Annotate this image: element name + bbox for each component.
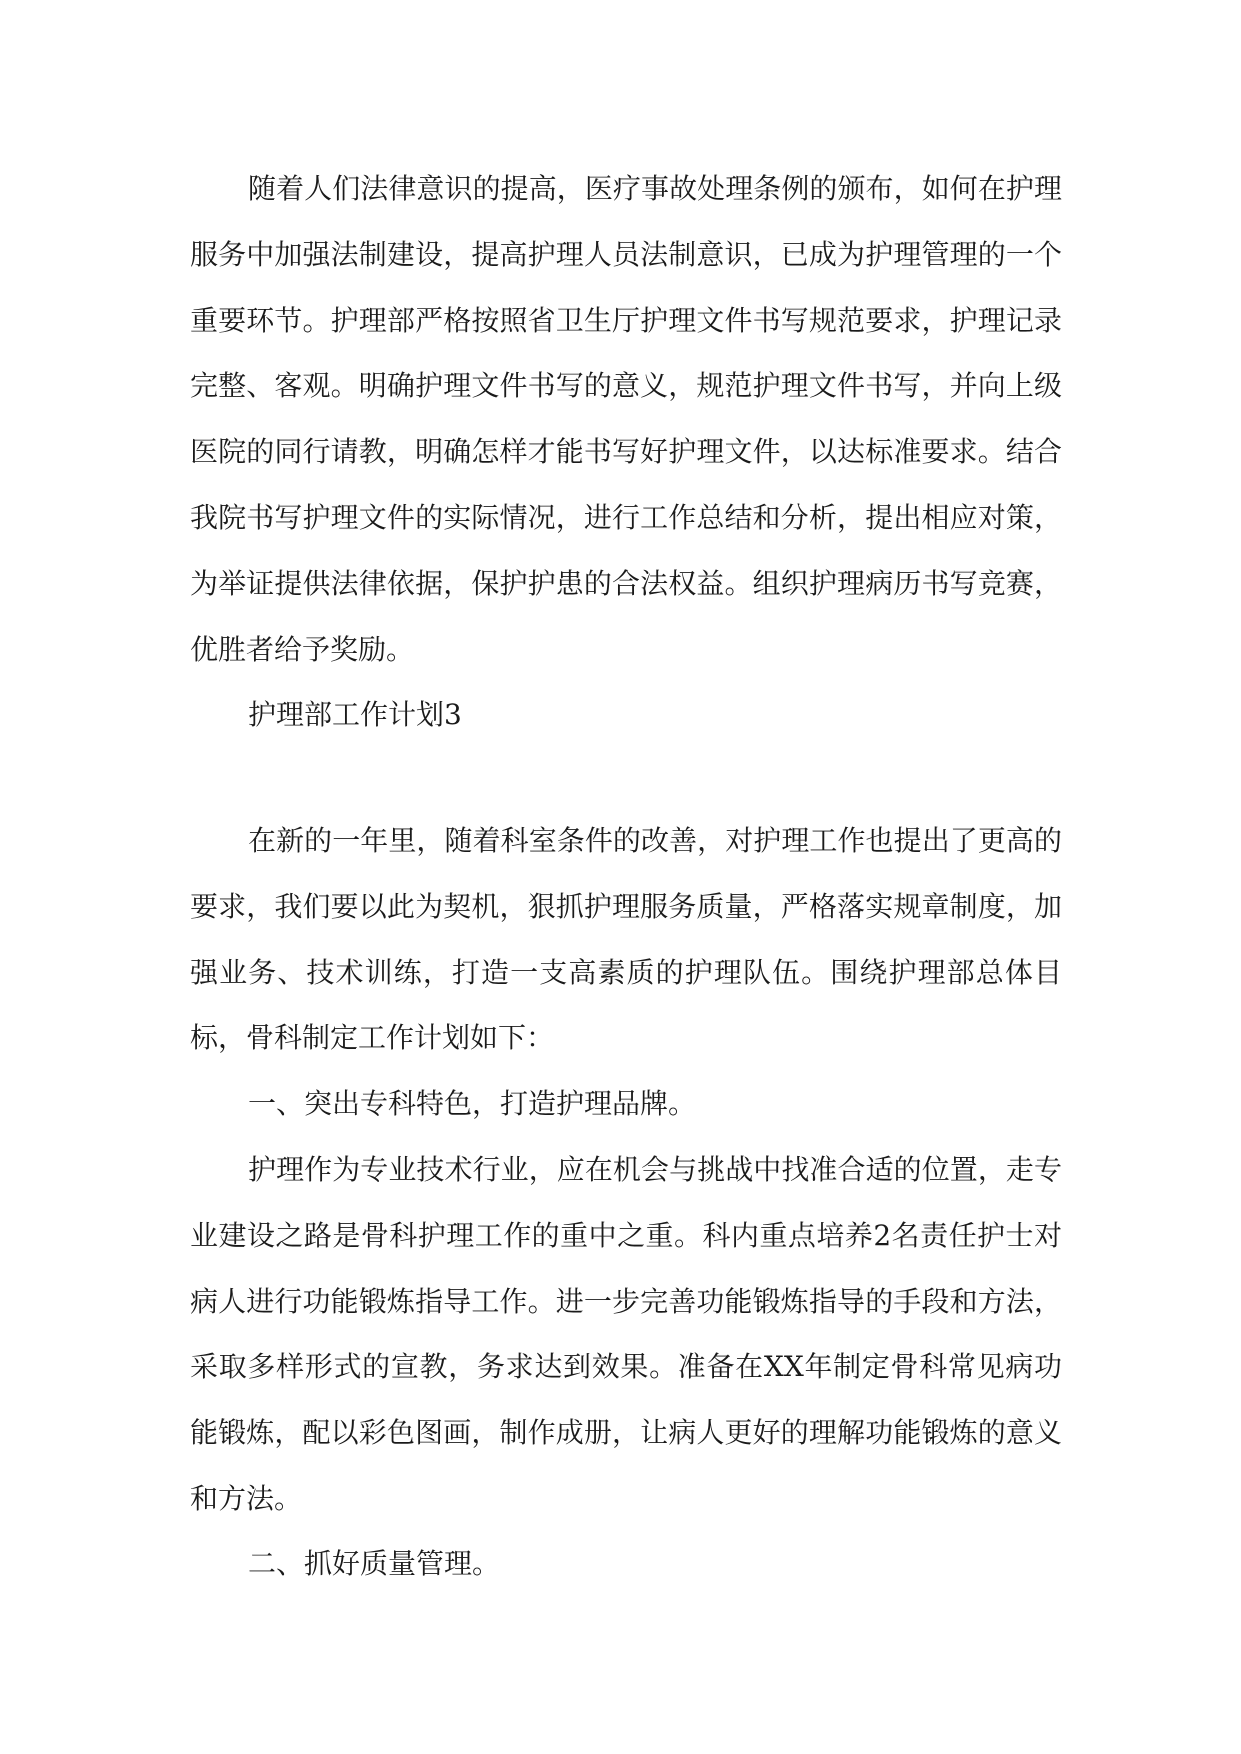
paragraph-new-year-goals: 在新的一年里，随着科室条件的改善，对护理工作也提出了更高的要求，我们要以此为契机，狠抓护理服务质量，严格落实规章制度，加强业务、技术训练，打造一支高素质的护理队伍。围绕护理部总体目标，骨科制定工作计划如下： [190,824,1062,1055]
paragraph-professional-construction: 护理作为专业技术行业，应在机会与挑战中找准合适的位置，走专业建设之路是骨科护理工作的重中之重。科内重点培养2名责任护士对病人进行功能锻炼指导工作。进一步完善功能锻炼指导的手段和方法，采取多样形式的宣教，务求达到效果。准备在XX年制定骨科常见病功能锻炼，配以彩色图画，制作成册，让病人更好的理解功能锻炼的意义和方法。 [190,1153,1062,1515]
paragraph-legal-awareness: 随着人们法律意识的提高，医疗事故处理条例的颁布，如何在护理服务中加强法制建设，提高护理人员法制意识，已成为护理管理的一个重要环节。护理部严格按照省卫生厅护理文件书写规范要求，护理记录完整、客观。明确护理文件书写的意义，规范护理文件书写，并向上级医院的同行请教，明确怎样才能书写好护理文件，以达标准要求。结合我院书写护理文件的实际情况，进行工作总结和分析，提出相应对策，为举证提供法律依据，保护护患的合法权益。组织护理病历书写竞赛，优胜者给予奖励。 [190,172,1062,666]
section-title-quality-management: 二、抓好质量管理。 [248,1547,501,1580]
section-heading-plan-3: 护理部工作计划3 [248,698,462,731]
section-title-specialty-features: 一、突出专科特色，打造护理品牌。 [248,1087,697,1120]
